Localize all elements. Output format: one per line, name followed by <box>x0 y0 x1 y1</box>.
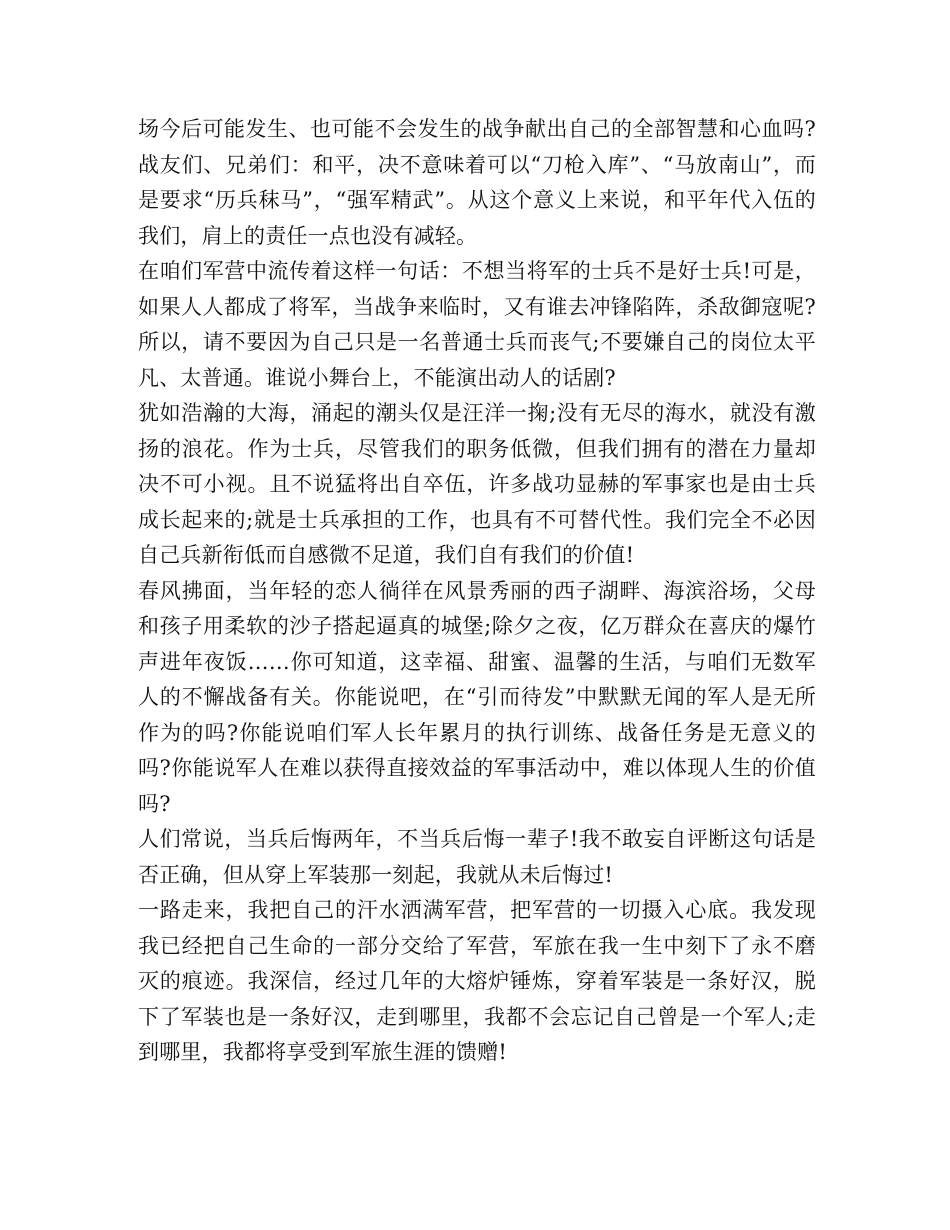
paragraph: 一路走来，我把自己的汗水洒满军营，把军营的一切摄入心底。我发现我已经把自己生命的一部分交给了军营，军旅在我一生中刻下了永不磨灭的痕迹。我深信，经过几年的大熔炉锤炼，穿着军装是一条好汉，脱下了军装也是一条好汉，走到哪里，我都不会忘记自己曾是一个军人;走到哪里，我都将享受到军旅生涯的馈赠! <box>138 898 816 1064</box>
paragraph: 在咱们军营中流传着这样一句话：不想当将军的士兵不是好士兵!可是，如果人人都成了将军，当战争来临时，又有谁去冲锋陷阵，杀敌御寇呢?所以，请不要因为自己只是一名普通士兵而丧气;不要嫌自己的岗位太平凡、太普通。谁说小舞台上，不能演出动人的话剧? <box>138 259 816 390</box>
paragraph: 犹如浩瀚的大海，涌起的潮头仅是汪洋一掬;没有无尽的海水，就没有激扬的浪花。作为士兵，尽管我们的职务低微，但我们拥有的潜在力量却决不可小视。且不说猛将出自卒伍，许多战功显赫的军事家也是由士兵成长起来的;就是士兵承担的工作，也具有不可替代性。我们完全不必因自己兵新衔低而自感微不足道，我们自有我们的价值! <box>138 401 816 567</box>
paragraph: 春风拂面，当年轻的恋人徜徉在风景秀丽的西子湖畔、海滨浴场，父母和孩子用柔软的沙子搭起逼真的城堡;除夕之夜，亿万群众在喜庆的爆竹声进年夜饭……你可知道，这幸福、甜蜜、温馨的生活，与咱们无数军人的不懈战备有关。你能说吧，在“引而待发”中默默无闻的军人是无所作为的吗?你能说咱们军人长年累月的执行训练、战备任务是无意义的吗?你能说军人在难以获得直接效益的军事活动中，难以体现人生的价值吗? <box>138 578 816 816</box>
document-body <box>138 112 816 1071</box>
paragraph: 人们常说，当兵后悔两年，不当兵后悔一辈子!我不敢妄自评断这句话是否正确，但从穿上军装那一刻起，我就从未后悔过! <box>138 827 816 887</box>
paragraph: 场今后可能发生、也可能不会发生的战争献出自己的全部智慧和心血吗?战友们、兄弟们：和平，决不意味着可以“刀枪入库”、“马放南山”，而是要求“历兵秣马”，“强军精武”。从这个意义上来说，和平年代入伍的我们，肩上的责任一点也没有减轻。 <box>138 117 816 248</box>
